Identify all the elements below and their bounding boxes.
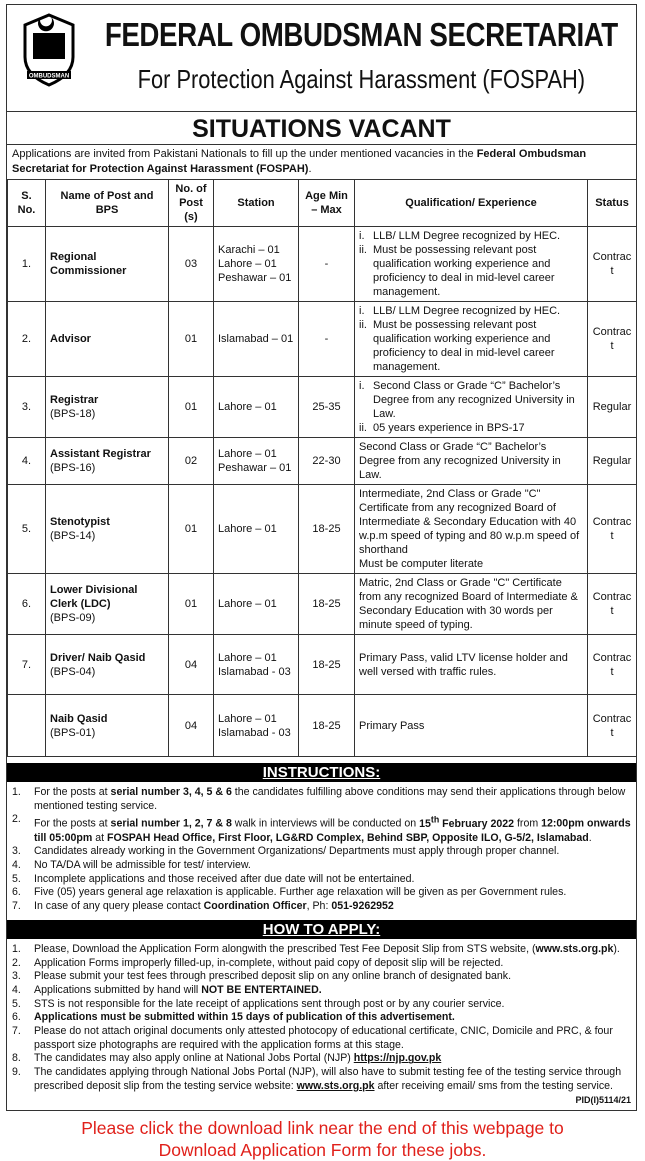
- status: Contract: [588, 485, 637, 574]
- column-header: S. No.: [8, 180, 46, 227]
- serial-number: 5.: [8, 485, 46, 574]
- download-notice-line2: Download Application Form for these jobs.: [158, 1139, 487, 1160]
- post-name: [46, 695, 169, 757]
- instruction-item: [12, 786, 631, 813]
- table-row: [8, 635, 637, 695]
- status: Regular: [588, 377, 637, 438]
- post-bps: (BPS-01): [50, 726, 96, 739]
- item-number: 3.: [12, 970, 21, 983]
- station-item: Peshawar – 01: [218, 272, 292, 284]
- intro-end: .: [308, 163, 312, 175]
- table-row: [8, 485, 637, 574]
- post-count: 04: [169, 635, 214, 695]
- item-number: 3.: [12, 845, 21, 858]
- post-title: Registrar: [50, 394, 99, 406]
- item-number: 7.: [12, 1025, 21, 1038]
- status: Contract: [588, 695, 637, 757]
- item-number: 6.: [12, 1011, 21, 1024]
- age-range: 18-25: [299, 574, 355, 635]
- post-name: [46, 635, 169, 695]
- intro-text: [7, 145, 636, 179]
- instructions-heading: INSTRUCTIONS:: [7, 763, 636, 782]
- post-name: [46, 302, 169, 377]
- post-title: Stenotypist: [50, 516, 110, 528]
- age-range: 25-35: [299, 377, 355, 438]
- instruction-item: [12, 845, 631, 859]
- post-count: 03: [169, 227, 214, 302]
- station-item: Lahore – 01: [218, 258, 277, 270]
- column-header: Qualification/ Experience: [355, 180, 588, 227]
- qualification-item: [359, 318, 583, 374]
- post-title: Driver/ Naib Qasid: [50, 651, 146, 664]
- post-title: Regional Commissioner: [50, 251, 127, 277]
- station-item: Peshawar – 01: [218, 462, 292, 474]
- column-header: Status: [588, 180, 637, 227]
- station: [214, 574, 299, 635]
- station-item: Lahore – 01: [218, 523, 277, 535]
- post-name: [46, 485, 169, 574]
- qualification-text: Must be possessing relevant post qualification working experience and proficiency to deal in mid-level career management.: [373, 319, 555, 373]
- serial-number: 1.: [8, 227, 46, 302]
- how-to-apply-item: [12, 1011, 631, 1025]
- qualification-text: Primary Pass, valid LTV license holder and well versed with traffic rules.: [359, 651, 568, 678]
- status: Contract: [588, 574, 637, 635]
- item-number: 7.: [12, 900, 21, 913]
- qualification-list: [359, 487, 583, 571]
- qualification: [355, 635, 588, 695]
- qualification-item: [359, 229, 583, 243]
- qualification: [355, 485, 588, 574]
- qualification-text: LLB/ LLM Degree recognized by HEC.: [373, 230, 561, 242]
- status: Contract: [588, 227, 637, 302]
- age-range: 18-25: [299, 635, 355, 695]
- page-title: FEDERAL OMBUDSMAN SECRETARIAT: [105, 16, 618, 53]
- station: [214, 695, 299, 757]
- column-header: Age Min – Max: [299, 180, 355, 227]
- qualification: [355, 227, 588, 302]
- qualification-item: [359, 651, 583, 679]
- item-text: Please, Download the Application Form alongwith the prescribed Test Fee Deposit Slip from STS website, (www.sts.org.pk).: [34, 942, 620, 955]
- how-to-apply-heading: HOW TO APPLY:: [7, 920, 636, 939]
- instruction-item: [12, 813, 631, 845]
- qualification-item: [359, 304, 583, 318]
- qualification: [355, 302, 588, 377]
- qualification: [355, 574, 588, 635]
- age-range: -: [299, 302, 355, 377]
- qualification-item: [359, 487, 583, 557]
- serial-number: 2.: [8, 302, 46, 377]
- post-count: 01: [169, 377, 214, 438]
- qualification-text: Matric, 2nd Class or Grade "C" Certificate from any recognized Board of Intermediate & Secondary Education with 30 words per minute speed of typing.: [359, 577, 578, 631]
- station-item: Lahore – 01: [218, 651, 277, 664]
- post-name: [46, 227, 169, 302]
- post-name: [46, 377, 169, 438]
- item-number: 9.: [12, 1066, 21, 1079]
- post-bps: (BPS-04): [50, 665, 96, 678]
- qualification-number: i.: [359, 230, 365, 242]
- age-range: 18-25: [299, 485, 355, 574]
- item-text: Candidates already working in the Government Organizations/ Departments must apply through proper channel.: [34, 845, 560, 858]
- station: [214, 302, 299, 377]
- post-count: 04: [169, 695, 214, 757]
- qualification-item: [359, 421, 583, 435]
- download-notice[interactable]: [0, 1117, 645, 1161]
- item-text: The candidates applying through National Jobs Portal (NJP), will also have to submit testing fee of the testing service through prescribed deposit slip from the testing service website: www.sts.org.pk after receiving email/ sms from the testing service.: [34, 1066, 622, 1092]
- post-count: 01: [169, 485, 214, 574]
- qualification: [355, 695, 588, 757]
- qualification-item: [359, 243, 583, 299]
- page-subtitle: For Protection Against Harassment (FOSPAH): [137, 64, 586, 94]
- item-text: The candidates may also apply online at National Jobs Portal (NJP) https://njp.gov.pk: [34, 1052, 442, 1065]
- item-number: 2.: [12, 813, 21, 826]
- item-text: Please submit your test fees through prescribed deposit slip on any online branch of designated bank.: [34, 970, 512, 983]
- qualification-text: Second Class or Grade “C” Bachelor’s Degree from any recognized University in Law.: [359, 441, 561, 481]
- vacancies-table: [7, 179, 637, 757]
- qualification-item: [359, 379, 583, 421]
- item-number: 1.: [12, 786, 21, 798]
- qualification-list: [359, 651, 583, 679]
- item-text: In case of any query please contact Coordination Officer, Ph: 051-9262952: [34, 900, 394, 913]
- post-count: 01: [169, 302, 214, 377]
- item-text: Five (05) years general age relaxation is applicable. Further age relaxation will be given as per Government rules.: [34, 886, 567, 899]
- column-header: Name of Post and BPS: [46, 180, 169, 227]
- table-row: [8, 302, 637, 377]
- instruction-item: [12, 900, 631, 914]
- serial-number: 6.: [8, 574, 46, 635]
- station: [214, 485, 299, 574]
- qualification-number: ii.: [359, 244, 367, 256]
- age-range: 18-25: [299, 695, 355, 757]
- item-text: No TA/DA will be admissible for test/ interview.: [34, 859, 251, 872]
- item-text: For the posts at serial number 3, 4, 5 & 6 the candidates fulfilling above conditions may send their applications through below mentioned testing service.: [34, 786, 626, 812]
- post-bps: (BPS-09): [50, 612, 96, 624]
- qualification-number: i.: [359, 305, 365, 317]
- station: [214, 635, 299, 695]
- age-range: -: [299, 227, 355, 302]
- item-text: Applications must be submitted within 15 days of publication of this advertisement.: [34, 1011, 455, 1024]
- item-text: Application Forms improperly filled-up, in-complete, without paid copy of deposit slip will be rejected.: [34, 956, 504, 969]
- advertisement-frame: [6, 4, 637, 1111]
- table-row: [8, 695, 637, 757]
- station: [214, 227, 299, 302]
- instructions-list: [7, 786, 636, 914]
- station-item: Islamabad - 03: [218, 726, 291, 739]
- item-number: 2.: [12, 956, 21, 969]
- column-header: Station: [214, 180, 299, 227]
- qualification-item: [359, 557, 583, 571]
- qualification-text: LLB/ LLM Degree recognized by HEC.: [373, 305, 561, 317]
- post-name: [46, 438, 169, 485]
- qualification-list: [359, 379, 583, 435]
- how-to-apply-item: [12, 1025, 631, 1052]
- instruction-item: [12, 859, 631, 873]
- how-to-apply-item: [12, 1066, 631, 1093]
- instruction-item: [12, 886, 631, 900]
- how-to-apply-item: [12, 957, 631, 971]
- station-item: Islamabad – 01: [218, 333, 294, 345]
- intro-plain: Applications are invited from Pakistani Nationals to fill up the under mentioned vacancies in the: [12, 148, 477, 160]
- item-number: 4.: [12, 859, 21, 872]
- item-number: 6.: [12, 886, 21, 899]
- station-item: Lahore – 01: [218, 712, 277, 725]
- qualification: [355, 377, 588, 438]
- post-count: 02: [169, 438, 214, 485]
- serial-number: 7.: [8, 635, 46, 695]
- station-item: Islamabad - 03: [218, 665, 291, 678]
- qualification: [355, 438, 588, 485]
- item-number: 1.: [12, 942, 21, 955]
- how-to-apply-list: [7, 943, 636, 1094]
- status: Contract: [588, 302, 637, 377]
- qualification-item: [359, 440, 583, 482]
- station-item: Lahore – 01: [218, 598, 277, 610]
- item-text: For the posts at serial number 1, 2, 7 & 8 walk in interviews will be conducted on 15th February 2022 from 12:00pm onwards till 05:00pm at FOSPAH Head Office, First Floor, LG&RD Complex, Behind SBP, Opposite ILO, G-5/2, Islamabad.: [34, 814, 631, 844]
- qualification-list: [359, 719, 583, 733]
- post-title: Lower Divisional Clerk (LDC): [50, 584, 138, 610]
- station: [214, 438, 299, 485]
- post-bps: (BPS-18): [50, 408, 96, 420]
- table-header-row: [8, 180, 637, 227]
- table-row: [8, 438, 637, 485]
- age-range: 22-30: [299, 438, 355, 485]
- logo-text: OMBUDSMAN: [28, 73, 70, 80]
- item-number: 4.: [12, 983, 21, 996]
- item-number: 5.: [12, 997, 21, 1010]
- table-row: [8, 377, 637, 438]
- post-bps: (BPS-16): [50, 462, 96, 474]
- post-name: [46, 574, 169, 635]
- qualification-number: i.: [359, 380, 365, 392]
- instruction-item: [12, 873, 631, 887]
- serial-number: 4.: [8, 438, 46, 485]
- how-to-apply-item: [12, 998, 631, 1012]
- download-notice-line1: Please click the download link near the end of this webpage to: [81, 1117, 564, 1138]
- post-title: Naib Qasid: [50, 712, 108, 725]
- serial-number: [8, 695, 46, 757]
- item-number: 5.: [12, 872, 21, 885]
- how-to-apply-item: [12, 943, 631, 957]
- post-count: 01: [169, 574, 214, 635]
- item-text: Please do not attach original documents only attested photocopy of educational certificate, CNIC, Domicile and PRC, & four passport size photographs are required with the application forms at this stage.: [34, 1025, 613, 1051]
- qualification-number: ii.: [359, 319, 367, 331]
- how-to-apply-item: [12, 970, 631, 984]
- qualification-list: [359, 229, 583, 299]
- qualification-list: [359, 576, 583, 632]
- qualification-text: Primary Pass: [359, 719, 425, 732]
- qualification-text: Must be possessing relevant post qualification working experience and proficiency to deal in mid-level career management.: [373, 244, 555, 298]
- how-to-apply-item: [12, 1052, 631, 1066]
- table-row: [8, 227, 637, 302]
- qualification-number: ii.: [359, 422, 367, 434]
- station-item: Lahore – 01: [218, 401, 277, 413]
- qualification-text: Must be computer literate: [359, 558, 484, 570]
- qualification-text: Intermediate, 2nd Class or Grade "C" Certificate from any recognized Board of Intermediate & Secondary Education with 40 w.p.m speed of typing and 80 w.p.m speed of shorthand: [359, 488, 580, 556]
- post-title: Advisor: [50, 333, 91, 345]
- item-number: 8.: [12, 1052, 21, 1065]
- qualification-list: [359, 440, 583, 482]
- item-text: STS is not responsible for the late receipt of applications sent through post or by any courier service.: [34, 997, 505, 1010]
- column-header: No. of Post (s): [169, 180, 214, 227]
- qualification-text: 05 years experience in BPS-17: [373, 422, 525, 434]
- qualification-list: [359, 304, 583, 374]
- post-bps: (BPS-14): [50, 530, 96, 542]
- header: [7, 5, 636, 111]
- ombudsman-logo-icon: [19, 11, 79, 91]
- section-title: SITUATIONS VACANT: [7, 111, 636, 145]
- qualification-text: Second Class or Grade “C” Bachelor’s Degree from any recognized University in Law.: [373, 380, 575, 420]
- table-row: [8, 574, 637, 635]
- intro-bold: Federal Ombudsman Secretariat for Protection Against Harassment (FOSPAH): [12, 148, 587, 175]
- station-item: Lahore – 01: [218, 448, 277, 460]
- station: [214, 377, 299, 438]
- pid-number: PID(I)5114/21: [575, 1094, 631, 1105]
- how-to-apply-item: [12, 984, 631, 998]
- status: Regular: [588, 438, 637, 485]
- item-text: Applications submitted by hand will NOT BE ENTERTAINED.: [34, 983, 322, 996]
- item-text: Incomplete applications and those received after due date will not be entertained.: [34, 872, 415, 885]
- status: Contract: [588, 635, 637, 695]
- serial-number: 3.: [8, 377, 46, 438]
- post-title: Assistant Registrar: [50, 448, 151, 460]
- station-item: Karachi – 01: [218, 244, 280, 256]
- qualification-item: [359, 576, 583, 632]
- qualification-item: [359, 719, 583, 733]
